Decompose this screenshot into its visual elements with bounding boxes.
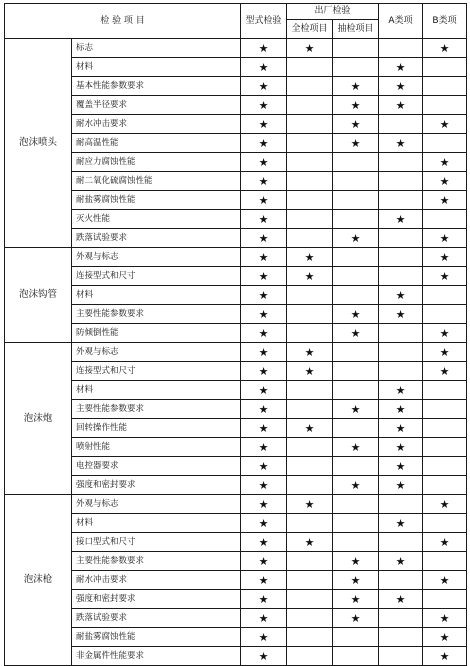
table-row <box>5 248 467 267</box>
empty-cell <box>379 495 423 514</box>
star-icon: ★ <box>333 77 379 96</box>
empty-cell <box>379 172 423 191</box>
table-row <box>5 286 467 305</box>
empty-cell <box>333 172 379 191</box>
empty-cell <box>423 590 467 609</box>
empty-cell <box>287 324 333 343</box>
empty-cell <box>379 343 423 362</box>
empty-cell <box>287 305 333 324</box>
empty-cell <box>379 248 423 267</box>
header-item: 检 验 项 目 <box>5 4 241 39</box>
star-icon: ★ <box>241 438 287 457</box>
empty-cell <box>423 476 467 495</box>
star-icon: ★ <box>241 533 287 552</box>
item-label: 标志 <box>72 39 241 58</box>
empty-cell <box>333 343 379 362</box>
star-icon: ★ <box>423 628 467 647</box>
star-icon: ★ <box>333 476 379 495</box>
table-row <box>5 514 467 533</box>
table-row <box>5 172 467 191</box>
empty-cell <box>287 400 333 419</box>
star-icon: ★ <box>241 267 287 286</box>
star-icon: ★ <box>423 324 467 343</box>
star-icon: ★ <box>333 324 379 343</box>
item-label: 连接型式和尺寸 <box>72 267 241 286</box>
empty-cell <box>379 628 423 647</box>
empty-cell <box>333 153 379 172</box>
item-label: 耐盐雾腐蚀性能 <box>72 191 241 210</box>
empty-cell <box>333 495 379 514</box>
star-icon: ★ <box>241 58 287 77</box>
empty-cell <box>333 533 379 552</box>
star-icon: ★ <box>379 77 423 96</box>
table-row <box>5 552 467 571</box>
empty-cell <box>287 115 333 134</box>
table-header <box>5 4 467 39</box>
empty-cell <box>287 628 333 647</box>
table-row <box>5 77 467 96</box>
table-row <box>5 381 467 400</box>
item-label: 耐二氧化硫腐蚀性能 <box>72 172 241 191</box>
star-icon: ★ <box>241 229 287 248</box>
star-icon: ★ <box>241 191 287 210</box>
star-icon: ★ <box>241 495 287 514</box>
empty-cell <box>379 39 423 58</box>
star-icon: ★ <box>241 248 287 267</box>
empty-cell <box>379 362 423 381</box>
empty-cell <box>379 229 423 248</box>
item-label: 基本性能参数要求 <box>72 77 241 96</box>
star-icon: ★ <box>379 552 423 571</box>
item-label: 耐水冲击要求 <box>72 571 241 590</box>
table-row <box>5 267 467 286</box>
star-icon: ★ <box>379 590 423 609</box>
item-label: 主要性能参数要求 <box>72 305 241 324</box>
star-icon: ★ <box>241 305 287 324</box>
star-icon: ★ <box>379 96 423 115</box>
empty-cell <box>423 438 467 457</box>
star-icon: ★ <box>379 286 423 305</box>
star-icon: ★ <box>423 343 467 362</box>
empty-cell <box>333 267 379 286</box>
empty-cell <box>287 381 333 400</box>
empty-cell <box>333 362 379 381</box>
empty-cell <box>423 77 467 96</box>
item-label: 耐盐雾腐蚀性能 <box>72 628 241 647</box>
group-label: 泡沫炮 <box>5 343 72 495</box>
star-icon: ★ <box>423 248 467 267</box>
star-icon: ★ <box>241 476 287 495</box>
empty-cell <box>287 210 333 229</box>
star-icon: ★ <box>241 210 287 229</box>
empty-cell <box>379 153 423 172</box>
star-icon: ★ <box>333 115 379 134</box>
star-icon: ★ <box>241 419 287 438</box>
star-icon: ★ <box>241 571 287 590</box>
empty-cell <box>287 438 333 457</box>
item-label: 耐应力腐蚀性能 <box>72 153 241 172</box>
star-icon: ★ <box>379 210 423 229</box>
table-body <box>5 39 467 666</box>
empty-cell <box>287 647 333 666</box>
star-icon: ★ <box>241 39 287 58</box>
empty-cell <box>423 58 467 77</box>
empty-cell <box>423 305 467 324</box>
table-row <box>5 457 467 476</box>
header-sample-check: 抽检项目 <box>333 20 379 39</box>
item-label: 耐高温性能 <box>72 134 241 153</box>
star-icon: ★ <box>241 628 287 647</box>
empty-cell <box>287 58 333 77</box>
star-icon: ★ <box>333 229 379 248</box>
item-label: 喷射性能 <box>72 438 241 457</box>
empty-cell <box>379 267 423 286</box>
item-label: 材料 <box>72 514 241 533</box>
empty-cell <box>287 609 333 628</box>
star-icon: ★ <box>287 533 333 552</box>
star-icon: ★ <box>379 305 423 324</box>
star-icon: ★ <box>241 153 287 172</box>
star-icon: ★ <box>287 39 333 58</box>
star-icon: ★ <box>241 115 287 134</box>
item-label: 覆盖半径要求 <box>72 96 241 115</box>
star-icon: ★ <box>333 438 379 457</box>
star-icon: ★ <box>423 267 467 286</box>
group-label: 泡沫枪 <box>5 495 72 666</box>
star-icon: ★ <box>379 58 423 77</box>
item-label: 材料 <box>72 381 241 400</box>
table-row <box>5 134 467 153</box>
empty-cell <box>423 210 467 229</box>
header-class-b: B类项 <box>423 4 467 39</box>
empty-cell <box>333 381 379 400</box>
star-icon: ★ <box>379 514 423 533</box>
star-icon: ★ <box>241 362 287 381</box>
table-row <box>5 39 467 58</box>
star-icon: ★ <box>241 343 287 362</box>
inspection-table <box>4 3 467 666</box>
star-icon: ★ <box>423 39 467 58</box>
empty-cell <box>379 533 423 552</box>
empty-cell <box>423 457 467 476</box>
item-label: 回转操作性能 <box>72 419 241 438</box>
empty-cell <box>423 419 467 438</box>
item-label: 外观与标志 <box>72 343 241 362</box>
item-label: 材料 <box>72 58 241 77</box>
star-icon: ★ <box>333 134 379 153</box>
empty-cell <box>287 590 333 609</box>
star-icon: ★ <box>241 590 287 609</box>
star-icon: ★ <box>241 609 287 628</box>
star-icon: ★ <box>379 419 423 438</box>
table-row <box>5 305 467 324</box>
star-icon: ★ <box>333 590 379 609</box>
empty-cell <box>333 248 379 267</box>
empty-cell <box>333 628 379 647</box>
item-label: 灭火性能 <box>72 210 241 229</box>
empty-cell <box>287 153 333 172</box>
star-icon: ★ <box>423 153 467 172</box>
star-icon: ★ <box>423 609 467 628</box>
empty-cell <box>287 172 333 191</box>
table-row <box>5 590 467 609</box>
star-icon: ★ <box>241 647 287 666</box>
star-icon: ★ <box>241 324 287 343</box>
empty-cell <box>423 514 467 533</box>
star-icon: ★ <box>241 134 287 153</box>
header-factory-test: 出厂检验 <box>287 4 379 20</box>
star-icon: ★ <box>423 191 467 210</box>
table-row <box>5 115 467 134</box>
star-icon: ★ <box>333 609 379 628</box>
star-icon: ★ <box>379 438 423 457</box>
item-label: 强度和密封要求 <box>72 476 241 495</box>
table-row <box>5 210 467 229</box>
empty-cell <box>287 552 333 571</box>
star-icon: ★ <box>423 229 467 248</box>
star-icon: ★ <box>241 172 287 191</box>
star-icon: ★ <box>423 647 467 666</box>
table-row <box>5 96 467 115</box>
item-label: 外观与标志 <box>72 495 241 514</box>
table-row <box>5 362 467 381</box>
table-row <box>5 191 467 210</box>
empty-cell <box>379 647 423 666</box>
empty-cell <box>423 96 467 115</box>
star-icon: ★ <box>333 96 379 115</box>
star-icon: ★ <box>379 457 423 476</box>
star-icon: ★ <box>333 552 379 571</box>
table-row <box>5 58 467 77</box>
empty-cell <box>287 229 333 248</box>
table-row <box>5 533 467 552</box>
header-full-check: 全检项目 <box>287 20 333 39</box>
table-row <box>5 419 467 438</box>
empty-cell <box>333 457 379 476</box>
star-icon: ★ <box>379 381 423 400</box>
star-icon: ★ <box>241 400 287 419</box>
empty-cell <box>379 571 423 590</box>
empty-cell <box>333 419 379 438</box>
empty-cell <box>287 96 333 115</box>
star-icon: ★ <box>241 514 287 533</box>
star-icon: ★ <box>287 419 333 438</box>
table-row <box>5 400 467 419</box>
empty-cell <box>333 514 379 533</box>
star-icon: ★ <box>379 476 423 495</box>
item-label: 跌落试验要求 <box>72 609 241 628</box>
empty-cell <box>287 286 333 305</box>
empty-cell <box>379 191 423 210</box>
item-label: 连接型式和尺寸 <box>72 362 241 381</box>
empty-cell <box>287 457 333 476</box>
empty-cell <box>287 134 333 153</box>
item-label: 非金属件性能要求 <box>72 647 241 666</box>
empty-cell <box>379 324 423 343</box>
empty-cell <box>333 647 379 666</box>
empty-cell <box>423 381 467 400</box>
item-label: 防倾倒性能 <box>72 324 241 343</box>
empty-cell <box>379 609 423 628</box>
star-icon: ★ <box>423 115 467 134</box>
star-icon: ★ <box>241 457 287 476</box>
group-label: 泡沫喷头 <box>5 39 72 248</box>
empty-cell <box>423 286 467 305</box>
item-label: 耐水冲击要求 <box>72 115 241 134</box>
empty-cell <box>333 210 379 229</box>
item-label: 主要性能参数要求 <box>72 552 241 571</box>
table-row <box>5 324 467 343</box>
empty-cell <box>333 58 379 77</box>
table-row <box>5 495 467 514</box>
item-label: 跌落试验要求 <box>72 229 241 248</box>
header-type-test: 型式检验 <box>241 4 287 39</box>
table-row <box>5 229 467 248</box>
star-icon: ★ <box>379 400 423 419</box>
empty-cell <box>333 286 379 305</box>
star-icon: ★ <box>333 305 379 324</box>
star-icon: ★ <box>423 495 467 514</box>
star-icon: ★ <box>241 381 287 400</box>
star-icon: ★ <box>287 267 333 286</box>
empty-cell <box>287 571 333 590</box>
empty-cell <box>379 115 423 134</box>
item-label: 外观与标志 <box>72 248 241 267</box>
table-row <box>5 609 467 628</box>
empty-cell <box>333 191 379 210</box>
empty-cell <box>287 191 333 210</box>
star-icon: ★ <box>423 172 467 191</box>
header-class-a: A类项 <box>379 4 423 39</box>
empty-cell <box>423 552 467 571</box>
star-icon: ★ <box>333 400 379 419</box>
empty-cell <box>423 400 467 419</box>
empty-cell <box>333 39 379 58</box>
table-row <box>5 571 467 590</box>
table-row <box>5 438 467 457</box>
star-icon: ★ <box>241 286 287 305</box>
star-icon: ★ <box>241 96 287 115</box>
table-row <box>5 647 467 666</box>
empty-cell <box>287 514 333 533</box>
star-icon: ★ <box>379 134 423 153</box>
star-icon: ★ <box>423 571 467 590</box>
star-icon: ★ <box>333 571 379 590</box>
item-label: 材料 <box>72 286 241 305</box>
empty-cell <box>423 134 467 153</box>
star-icon: ★ <box>241 77 287 96</box>
item-label: 主要性能参数要求 <box>72 400 241 419</box>
star-icon: ★ <box>423 362 467 381</box>
star-icon: ★ <box>287 495 333 514</box>
group-label: 泡沫钩管 <box>5 248 72 343</box>
item-label: 强度和密封要求 <box>72 590 241 609</box>
empty-cell <box>287 476 333 495</box>
star-icon: ★ <box>423 533 467 552</box>
star-icon: ★ <box>287 343 333 362</box>
table-row <box>5 476 467 495</box>
item-label: 接口型式和尺寸 <box>72 533 241 552</box>
star-icon: ★ <box>287 362 333 381</box>
star-icon: ★ <box>287 248 333 267</box>
table-row <box>5 153 467 172</box>
table-row <box>5 343 467 362</box>
item-label: 电控器要求 <box>72 457 241 476</box>
star-icon: ★ <box>241 552 287 571</box>
table-row <box>5 628 467 647</box>
empty-cell <box>287 77 333 96</box>
